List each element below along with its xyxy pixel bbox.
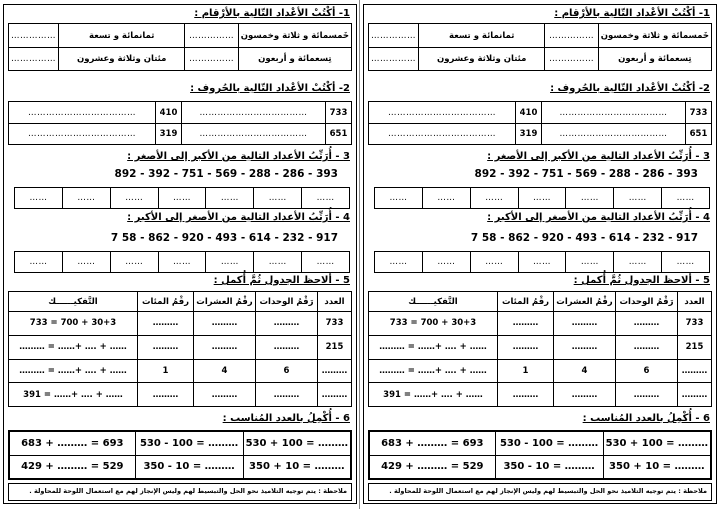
q5-decomposition[interactable]: ……… = ……+ …. + …… <box>9 335 138 359</box>
worksheet-left <box>3 4 357 504</box>
q1-answer[interactable]: …………… <box>185 24 238 48</box>
q6-exercise[interactable]: 429 + ……… = 529 <box>369 455 495 479</box>
q2-answer[interactable]: ……………………………… <box>182 124 326 145</box>
q6-exercise[interactable]: 530 - 100 = ……… <box>495 431 603 455</box>
q5-header: رقْمُ المئات <box>498 292 554 312</box>
q5-cell: 4 <box>554 359 616 383</box>
q6-exercise[interactable]: 350 - 10 = ……… <box>495 455 603 479</box>
q1-table <box>8 23 352 71</box>
q6-exercise[interactable]: 530 - 100 = ……… <box>135 431 243 455</box>
q1-title: 1- أكْتُبْ الأعْداد التّالية بالأرْقام : <box>194 8 350 19</box>
q5-cell[interactable]: ……… <box>554 383 616 407</box>
q4-answer-boxes <box>374 251 710 273</box>
q3-box[interactable]: …… <box>470 188 518 209</box>
q6-table <box>368 430 712 480</box>
q6-exercise[interactable]: 429 + ……… = 529 <box>9 455 135 479</box>
q3-title: 3 - أُرَتِّبُ الأعداد التالية من الأكبر إلى الأصغر : <box>487 151 710 162</box>
teacher-note: ملاحظة : يتم توجيه التلاميذ نحو الحل والتبسيط لهم وليس الإنجاز لهم مع استعمال اللوحة للمحاولة . <box>8 483 352 501</box>
q3-box[interactable]: …… <box>15 188 63 209</box>
q5-cell[interactable]: ……… <box>194 335 256 359</box>
q5-cell[interactable]: ……… <box>498 312 554 336</box>
q5-table <box>368 291 712 407</box>
q4-title: 4 - أُرَتِّبُ الأعداد التالية من الأصغر إلى الأكبر : <box>487 212 710 223</box>
q1-word: مئتان وثلاثة وعشرون <box>419 48 545 71</box>
q5-decomposition[interactable]: ……… = ……+ …. + …… <box>369 359 498 383</box>
q2-title: 2- أكْتُبْ الأعْداد التّالية بالحُروف : <box>190 83 350 94</box>
worksheet-right <box>363 4 717 504</box>
q5-cell: 6 <box>616 359 678 383</box>
q3-answer-boxes <box>374 187 710 209</box>
q2-number: 733 <box>326 102 352 124</box>
q1-answer[interactable]: …………… <box>9 24 59 48</box>
q1-answer[interactable]: …………… <box>9 48 59 71</box>
q3-box[interactable]: …… <box>518 188 566 209</box>
q2-answer[interactable]: ……………………………… <box>542 124 686 145</box>
q6-exercise[interactable]: 683 + ……… = 693 <box>9 431 135 455</box>
q1-word: ثمانمائة و تسعة <box>419 24 545 48</box>
q5-cell[interactable]: ……… <box>498 383 554 407</box>
q5-table <box>8 291 352 407</box>
q1-word: خَمسمائة و ثلاثة وخمسون <box>238 24 351 48</box>
q5-decomposition[interactable]: 391 = ……+ …. + …… <box>9 383 138 407</box>
q5-decomposition[interactable]: 391 = ……+ …. + …… <box>369 383 498 407</box>
q4-box[interactable]: …… <box>302 252 350 273</box>
q5-cell[interactable]: ……… <box>554 312 616 336</box>
q4-box[interactable]: …… <box>470 252 518 273</box>
q3-box[interactable]: …… <box>375 188 423 209</box>
q5-header: رقْمُ العشرات <box>554 292 616 312</box>
q6-table <box>8 430 352 480</box>
q2-table <box>8 101 352 145</box>
q4-box[interactable]: …… <box>614 252 662 273</box>
q4-box[interactable]: …… <box>158 252 206 273</box>
q1-table <box>368 23 712 71</box>
q5-cell[interactable]: ……… <box>616 335 678 359</box>
q5-cell: 4 <box>194 359 256 383</box>
teacher-note: ملاحظة : يتم توجيه التلاميذ نحو الحل والتبسيط لهم وليس الإنجاز لهم مع استعمال اللوحة للمحاولة . <box>368 483 712 501</box>
q5-header: العدد <box>318 292 352 312</box>
q6-title: 6 - أُكْمِلُ بالعدد المُناسب : <box>222 413 350 424</box>
q5-header: العدد <box>678 292 712 312</box>
q5-cell[interactable]: ……… <box>616 312 678 336</box>
q3-box[interactable]: …… <box>566 188 614 209</box>
q2-number: 733 <box>686 102 712 124</box>
q3-box[interactable]: …… <box>206 188 254 209</box>
q5-header: رَقْمُ الوحدات <box>256 292 318 312</box>
q3-box[interactable]: …… <box>158 188 206 209</box>
q6-exercise[interactable]: 350 + 10 = ……… <box>243 455 351 479</box>
q4-box[interactable]: …… <box>110 252 158 273</box>
q6-exercise[interactable]: 350 + 10 = ……… <box>603 455 711 479</box>
q5-cell[interactable]: ……… <box>498 335 554 359</box>
q5-cell[interactable]: ……… <box>194 383 256 407</box>
q6-exercise[interactable]: 530 + 100 = ……… <box>603 431 711 455</box>
q5-cell: 733 <box>678 312 712 336</box>
q5-cell: 1 <box>498 359 554 383</box>
q5-decomposition[interactable]: ……… = ……+ …. + …… <box>9 359 138 383</box>
q2-number: 319 <box>156 124 182 145</box>
q3-box[interactable]: …… <box>302 188 350 209</box>
q3-box[interactable]: …… <box>254 188 302 209</box>
q1-word: مئتان وثلاثة وعشرون <box>59 48 185 71</box>
q5-cell[interactable]: ……… <box>256 383 318 407</box>
q6-exercise[interactable]: 683 + ……… = 693 <box>369 431 495 455</box>
q1-answer[interactable]: …………… <box>545 48 598 71</box>
q1-word: خَمسمائة و ثلاثة وخمسون <box>598 24 711 48</box>
q5-cell: 215 <box>318 335 352 359</box>
q1-word: تِسعمائة و أربعون <box>598 48 711 71</box>
q2-answer[interactable]: ……………………………… <box>369 124 516 145</box>
q2-answer[interactable]: ……………………………… <box>369 102 516 124</box>
q5-cell[interactable]: ……… <box>318 359 352 383</box>
q6-exercise[interactable]: 350 - 10 = ……… <box>135 455 243 479</box>
q4-box[interactable]: …… <box>62 252 110 273</box>
q4-box[interactable]: …… <box>15 252 63 273</box>
q5-cell[interactable]: ……… <box>678 383 712 407</box>
q5-cell[interactable]: ……… <box>318 383 352 407</box>
q4-box[interactable]: …… <box>375 252 423 273</box>
q4-box[interactable]: …… <box>518 252 566 273</box>
q5-header: رقْمُ العشرات <box>194 292 256 312</box>
q3-box[interactable]: …… <box>110 188 158 209</box>
q4-box[interactable]: …… <box>662 252 710 273</box>
page-divider <box>359 0 360 509</box>
q3-box[interactable]: …… <box>614 188 662 209</box>
q6-exercise[interactable]: 530 + 100 = ……… <box>243 431 351 455</box>
q3-box[interactable]: …… <box>662 188 710 209</box>
q2-answer[interactable]: ……………………………… <box>182 102 326 124</box>
q2-title: 2- أكْتُبْ الأعْداد التّالية بالحُروف : <box>550 83 710 94</box>
q3-answer-boxes <box>14 187 350 209</box>
q5-decomposition: 733 = 700 + 30+3 <box>9 312 138 336</box>
q4-box[interactable]: …… <box>422 252 470 273</box>
q1-word: تِسعمائة و أربعون <box>238 48 351 71</box>
q4-title: 4 - أُرَتِّبُ الأعداد التالية من الأصغر إلى الأكبر : <box>127 212 350 223</box>
q3-numbers: 892 - 392 - 751 - 569 - 288 - 286 - 393 <box>114 168 338 180</box>
q1-answer[interactable]: …………… <box>369 48 419 71</box>
q5-title: 5 - ألاحظ الجدول ثُمَّ أُكمل : <box>213 275 350 286</box>
q6-title: 6 - أُكْمِلُ بالعدد المُناسب : <box>582 413 710 424</box>
q2-number: 651 <box>686 124 712 145</box>
q5-decomposition: 733 = 700 + 30+3 <box>369 312 498 336</box>
q5-cell[interactable]: ……… <box>138 383 194 407</box>
q3-numbers: 892 - 392 - 751 - 569 - 288 - 286 - 393 <box>474 168 698 180</box>
q2-answer[interactable]: ……………………………… <box>542 102 686 124</box>
q5-decomposition[interactable]: ……… = ……+ …. + …… <box>369 335 498 359</box>
q4-box[interactable]: …… <box>254 252 302 273</box>
q4-numbers: 7 58 - 862 - 920 - 493 - 614 - 232 - 917 <box>110 232 338 244</box>
q5-cell: 215 <box>678 335 712 359</box>
q5-cell: 733 <box>318 312 352 336</box>
q3-title: 3 - أُرَتِّبُ الأعداد التالية من الأكبر إلى الأصغر : <box>127 151 350 162</box>
q1-answer[interactable]: …………… <box>185 48 238 71</box>
q4-box[interactable]: …… <box>206 252 254 273</box>
q5-cell[interactable]: ……… <box>554 335 616 359</box>
q5-header: رَقْمُ الوحدات <box>616 292 678 312</box>
q5-header: التَّفكيــــــك <box>369 292 498 312</box>
q2-number: 410 <box>516 102 542 124</box>
q5-title: 5 - ألاحظ الجدول ثُمَّ أُكمل : <box>573 275 710 286</box>
q4-numbers: 7 58 - 862 - 920 - 493 - 614 - 232 - 917 <box>470 232 698 244</box>
q2-answer[interactable]: ……………………………… <box>9 102 156 124</box>
q5-cell[interactable]: ……… <box>138 312 194 336</box>
q5-cell[interactable]: ……… <box>616 383 678 407</box>
q5-cell: 1 <box>138 359 194 383</box>
q1-title: 1- أكْتُبْ الأعْداد التّالية بالأرْقام : <box>554 8 710 19</box>
q4-box[interactable]: …… <box>566 252 614 273</box>
q2-number: 319 <box>516 124 542 145</box>
q3-box[interactable]: …… <box>422 188 470 209</box>
q4-answer-boxes <box>14 251 350 273</box>
q2-table <box>368 101 712 145</box>
q2-number: 651 <box>326 124 352 145</box>
q5-cell[interactable]: ……… <box>194 312 256 336</box>
q5-header: رقْمُ المئات <box>138 292 194 312</box>
q5-cell[interactable]: ……… <box>678 359 712 383</box>
q1-answer[interactable]: …………… <box>545 24 598 48</box>
q1-word: ثمانمائة و تسعة <box>59 24 185 48</box>
q5-header: التَّفكيــــــك <box>9 292 138 312</box>
q5-cell[interactable]: ……… <box>256 312 318 336</box>
q2-answer[interactable]: ……………………………… <box>9 124 156 145</box>
q5-cell[interactable]: ……… <box>138 335 194 359</box>
q5-cell[interactable]: ……… <box>256 335 318 359</box>
q3-box[interactable]: …… <box>62 188 110 209</box>
q5-cell: 6 <box>256 359 318 383</box>
q2-number: 410 <box>156 102 182 124</box>
q1-answer[interactable]: …………… <box>369 24 419 48</box>
